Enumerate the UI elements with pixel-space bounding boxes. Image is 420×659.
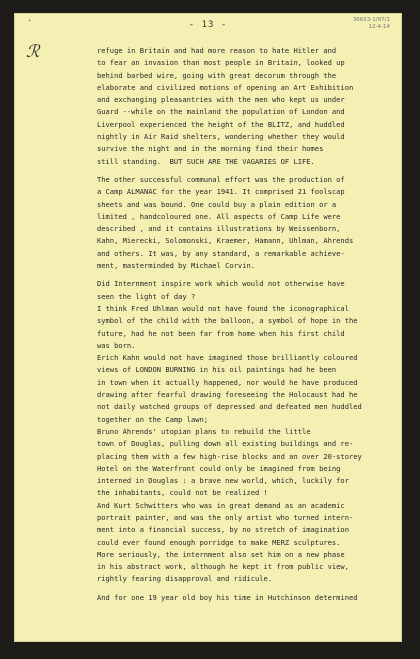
- text-line: Hotel on the Waterfront could only be imagined from being: [97, 463, 341, 473]
- text-line: Erich Kahn would not have imagined those brilliantly coloured: [97, 353, 358, 363]
- text-line: drawing after fearful drawing foreseeing the Holocaust had he: [97, 390, 358, 400]
- text-line: in town when it actually happened, nor would he have produced: [97, 377, 358, 387]
- text-line: portrait painter, and was the only artist who turned intern-: [97, 512, 354, 522]
- text-line: seen the light of day ?: [97, 291, 196, 301]
- text-line: Liverpool experienced the height of the BLITZ, and huddled: [97, 119, 345, 129]
- text-line: town of Douglas, pulling down all existing buildings and re-: [97, 439, 354, 449]
- text-line: ment into a financial success, by no stretch of imagination: [97, 525, 349, 535]
- text-line: refuge in Britain and had more reason to hate Hitler and: [97, 46, 337, 55]
- text-line: to fear an invasion than most people in Britain, looked up: [97, 58, 345, 68]
- text-line: sheets and was bound. One could buy a plain edition or a: [97, 199, 337, 209]
- text-line: ment, masterminded by Michael Corvin.: [97, 261, 256, 271]
- document-page: [14, 13, 402, 642]
- text-line: could ever found enough porridge to make MERZ sculptures.: [97, 537, 341, 547]
- text-line: not daily watched groups of depressed and defeated men huddled: [97, 402, 362, 412]
- text-line: described , and it contains illustrations by Weissenborn,: [97, 224, 341, 234]
- text-line: More seriously, the internment also set him on a new phase: [97, 549, 345, 559]
- paragraph-mark: ℛ: [26, 42, 40, 62]
- text-line: symbol of the child with the balloon, a symbol of hope in the: [97, 316, 358, 326]
- text-line: and exchanging pleasantries with the men who kept us under: [97, 95, 345, 105]
- text-line: The other successful communal effort was the production of: [97, 174, 345, 184]
- reference-line: 12-4-14: [368, 24, 390, 30]
- text-line: Did Internment inspire work which would not otherwise have: [97, 279, 345, 289]
- text-line: together on the Camp lawn;: [97, 414, 209, 424]
- page-number: - 13 -: [188, 20, 228, 30]
- text-line: Kahn, Mierecki, Solomonski, Kraemer, Hamann, Uhlman, Ahrends: [97, 236, 354, 246]
- text-line: Bruno Ahrends' utopian plans to rebuild the little: [97, 426, 311, 436]
- text-line: limited , handcoloured one. All aspects of Camp Life were: [97, 211, 341, 221]
- typed-text-body: [97, 45, 393, 604]
- text-line: views of LONDON BURNING in his oil paintings had he been: [97, 365, 337, 375]
- text-line: Guard --while on the mainland the population of London and: [97, 107, 345, 117]
- text-line: And Kurt Schwitters who was in great demand as an academic: [97, 500, 345, 510]
- text-line: the inhabitants, could not be realized !: [97, 488, 268, 498]
- text-line: rightly fearing disapproval and ridicule.: [97, 574, 273, 584]
- text-line: nightly in Air Raid shelters, wondering whether they would: [97, 132, 345, 142]
- text-line: a Camp ALMANAC for the year 1941. It comprised 21 foolscap: [97, 187, 345, 197]
- text-line: placing them with a few high-rise blocks and an over 20-storey: [97, 451, 362, 461]
- text-line: I think Fred Uhlman would not have found the iconographical: [97, 303, 349, 313]
- text-line: interned in Douglas : a brave new world, which, luckily for: [97, 476, 349, 486]
- text-line: future, had he not been far from home when his first child: [97, 328, 345, 338]
- text-line: still standing. BUT SUCH ARE THE VAGARIES OF LIFE.: [97, 156, 315, 166]
- text-line: was born.: [97, 340, 136, 350]
- archive-reference: [353, 17, 390, 31]
- text-line: survive the night and in the morning find their homes: [97, 144, 324, 154]
- margin-mark: +: [28, 18, 32, 24]
- text-line: behind barbed wire, going with great decorum through the: [97, 70, 337, 80]
- text-line: and others. It was, by any standard, a remarkable achieve-: [97, 248, 345, 258]
- text-line: elaborate and civilized motions of opening an Art Exhibition: [97, 82, 354, 92]
- text-line: in his abstract work, although he kept it from public view,: [97, 562, 349, 572]
- text-line: And for one 19 year old boy his time in Hutchinson determined: [97, 592, 358, 602]
- reference-line: 36653-1/97/1: [352, 17, 390, 23]
